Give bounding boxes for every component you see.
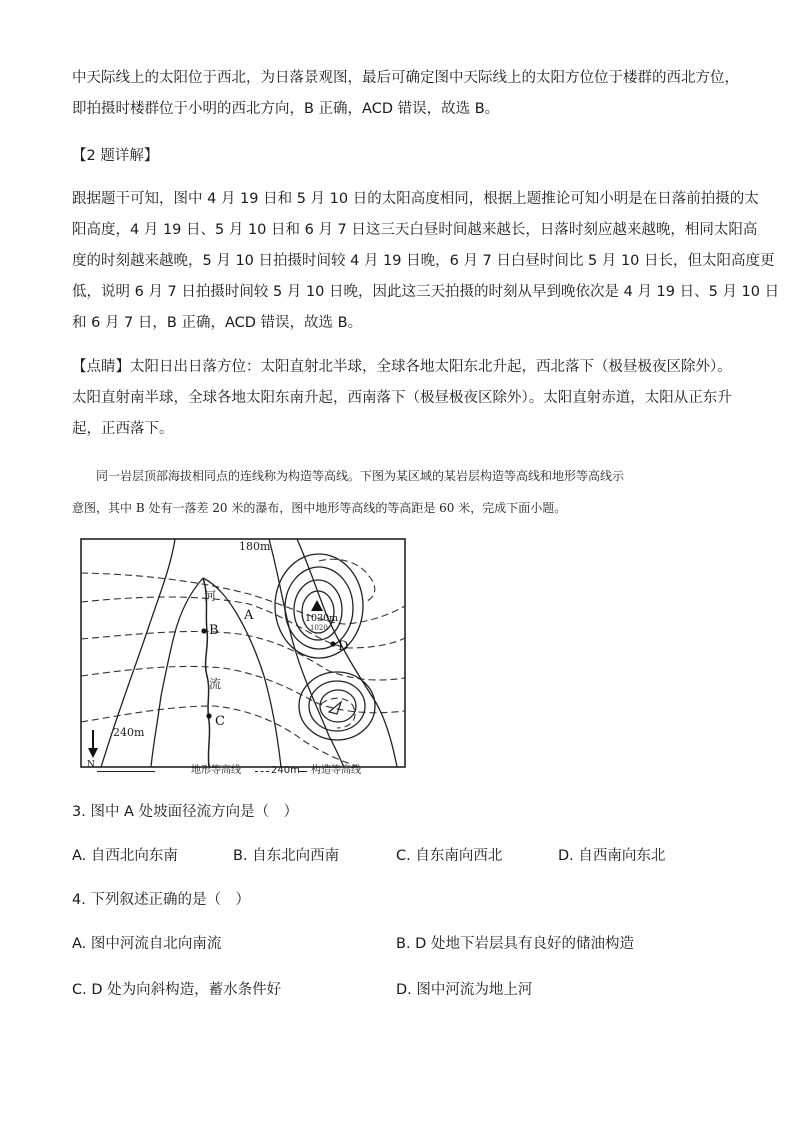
answer-paragraph-1 [72,63,739,125]
question-4-stem: 4. 下列叙述正确的是（ ） [72,892,250,908]
text-line: 同一岩层顶部海拔相同点的连线称为构造等高线。下图为某区域的某岩层构造等高线和地形等高线示 [96,469,625,483]
text-line: 度的时刻越来越晚，5 月 10 日拍摄时间较 4 月 19 日晚，6 月 7 日白昼时间比 5 月 10 日长，但太阳高度更 [72,253,775,269]
structure-contour-line [81,631,405,680]
river-label-liu: 流 [209,677,222,691]
legend-structure-line [255,771,269,772]
map-legend [79,764,409,778]
text-line: 太阳直射南半球，全球各地太阳东南升起，西南落下（极昼极夜区除外）。太阳直射赤道，太阳从正东升 [72,390,732,406]
tip-paragraph [72,352,732,445]
contour-label-180: 180m [239,540,271,553]
text-line: 【点睛】太阳日出日落方位：太阳直射北半球，全球各地太阳东北升起，西北落下（极昼极夜区除外）。 [72,359,732,375]
question-3-option-a[interactable]: A. 自西北向东南 [72,848,178,864]
peak-elevation-label: 1030m [305,613,339,624]
contour-map-figure [79,536,409,776]
question-4-option-c[interactable]: C. D 处为向斜构造，蓄水条件好 [72,982,282,998]
point-c-label: C [215,714,225,729]
point-c-dot [206,713,211,718]
question-3-stem: 3. 图中 A 处坡面径流方向是（ ） [72,804,299,820]
text-line: 起，正西落下。 [72,421,174,437]
text-line: 和 6 月 7 日，B 正确，ACD 错误，故选 B。 [72,315,363,331]
text-line: 低，说明 6 月 7 日拍摄时间较 5 月 10 日晚，因此这三天拍摄的时刻从早到晚依次是 4 月 19 日、5 月 10 日 [72,284,780,300]
legend-structure-dash [299,771,307,772]
question-3-option-b[interactable]: B. 自东北向西南 [233,848,340,864]
north-label: N [87,760,95,770]
answer-paragraph-2 [72,184,780,339]
question-intro [72,460,722,524]
north-arrow-head [88,748,98,758]
text-line: 中天际线上的太阳位于西北，为日落景观图，最后可确定图中天际线上的太阳方位位于楼群的西北方位， [72,70,739,86]
point-a-label: A [244,608,254,623]
text-line: 跟据题干可知，图中 4 月 19 日和 5 月 10 日的太阳高度相同，根据上题推论可知小明是在日落前拍摄的太 [72,191,759,207]
structure-contour-line [321,698,355,728]
legend-terrain-label: 地形等高线 [191,765,241,776]
text-line: 阳高度，4 月 19 日、5 月 10 日和 6 月 7 日这三天白昼时间越来越长，日落时刻应越来越晚，相同太阳高 [72,222,758,238]
legend-terrain-line [97,771,155,772]
terrain-contour-line [269,539,344,767]
contour-map [79,536,409,776]
river-line [203,578,210,767]
legend-structure-value: 240m [271,765,300,776]
text-line: 意图，其中 B 处有一落差 20 米的瀑布，图中地形等高线的等高距是 60 米，完成下面小题。 [72,501,567,515]
question-4-option-b[interactable]: B. D 处地下岩层具有良好的储油构造 [396,936,634,952]
peak-sub-label: 1020 [310,624,328,632]
point-b-dot [201,628,206,633]
legend-structure-label: 构造等高线 [311,765,361,776]
question-3-option-c[interactable]: C. 自东南向西北 [396,848,503,864]
point-d-dot [330,641,335,646]
point-d-label: D [338,639,349,654]
hill-contour-ring [320,690,356,722]
question-4-option-d[interactable]: D. 图中河流为地上河 [396,982,533,998]
river-label-he: 河 [204,589,217,603]
contour-label-240: 240m [113,726,145,739]
point-b-label: B [209,623,219,638]
question-3-option-d[interactable]: D. 自西南向东北 [558,848,666,864]
question-2-heading: 【2 题详解】 [72,148,159,164]
text-line: 即拍摄时楼群位于小明的西北方向，B 正确，ACD 错误，故选 B。 [72,101,500,117]
question-4-option-a[interactable]: A. 图中河流自北向南流 [72,936,222,952]
terrain-contour-line [203,578,281,767]
terrain-contour-line [151,578,203,767]
